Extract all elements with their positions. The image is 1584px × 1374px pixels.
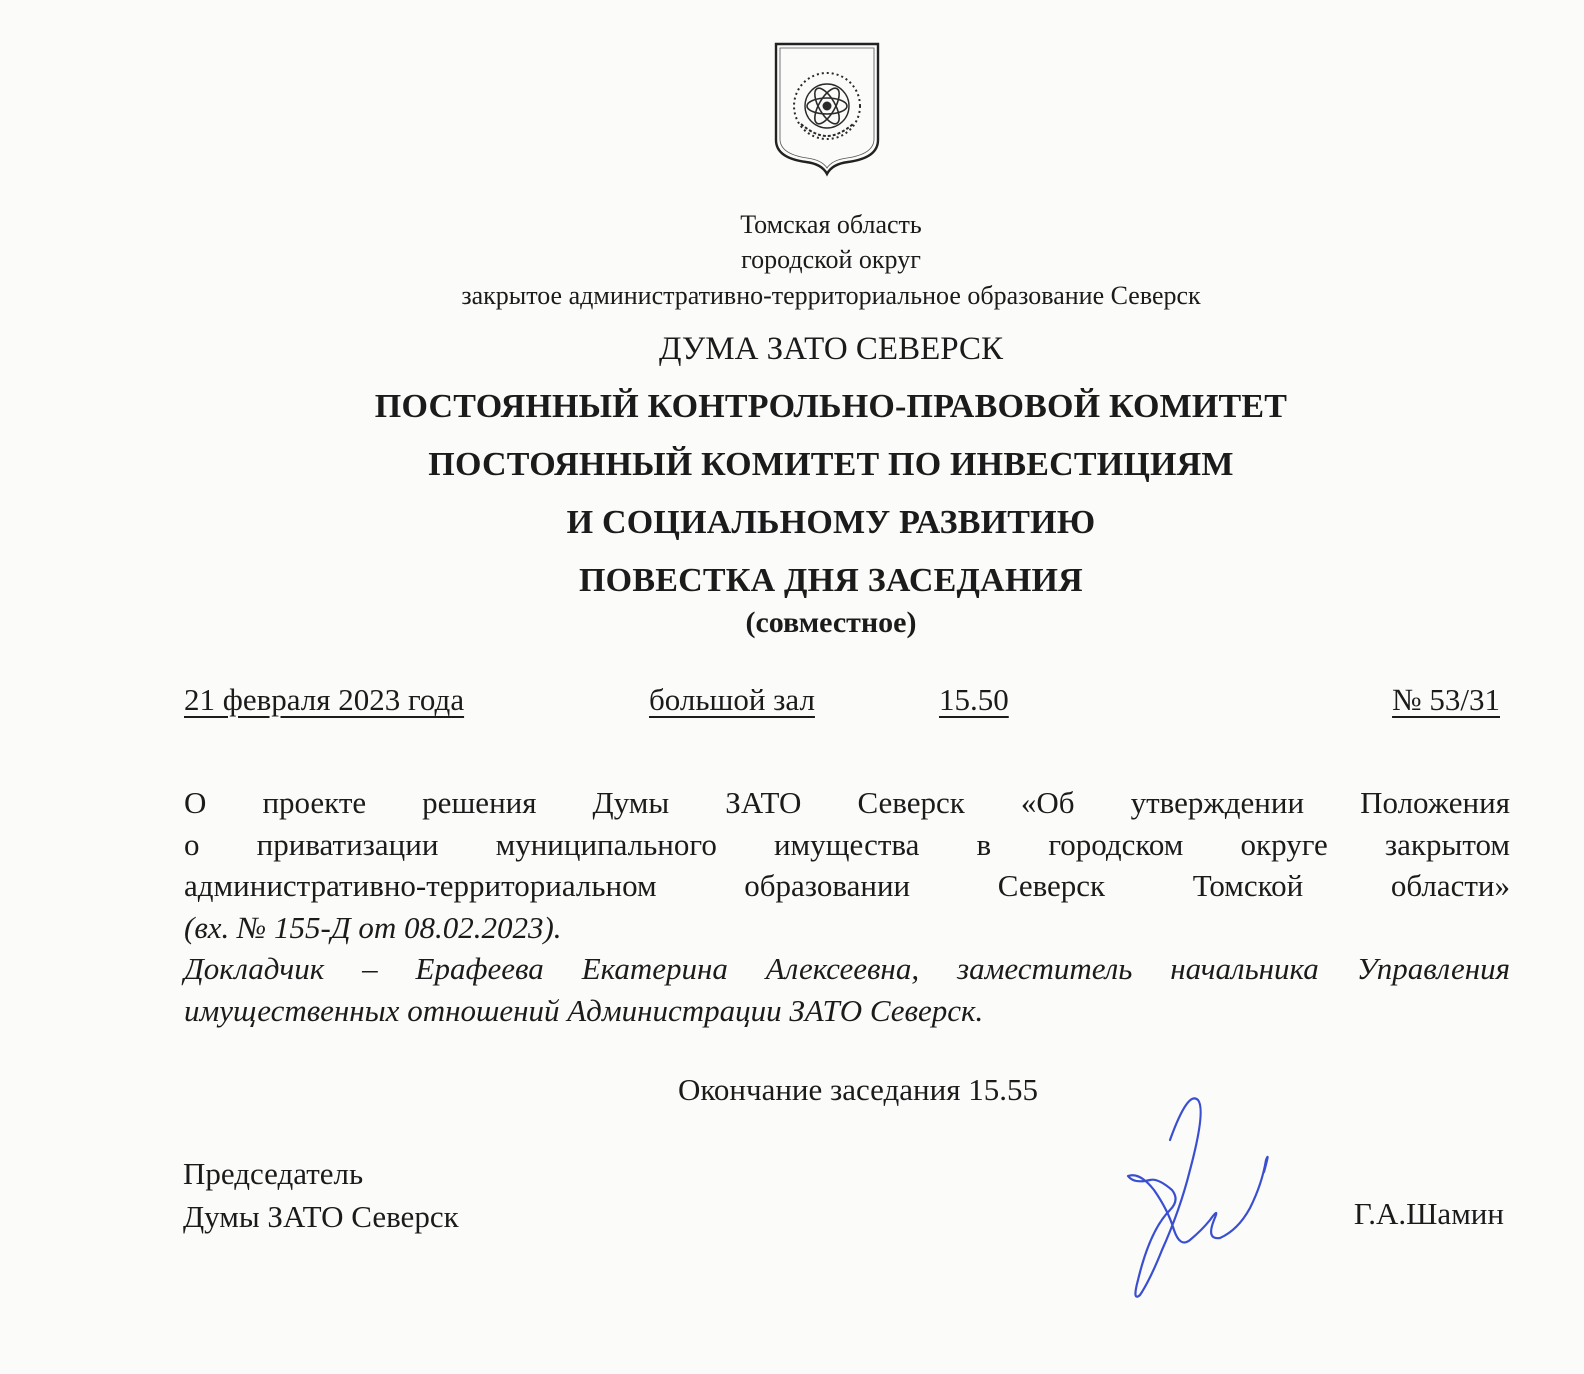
document-title: ПОВЕСТКА ДНЯ ЗАСЕДАНИЯ [579,562,1083,599]
meeting-place: большой зал [649,682,815,717]
entity-line: закрытое административно-территориальное образование Северск [461,281,1201,310]
committee-heading-2a: ПОСТОЯННЫЙ КОМИТЕТ ПО ИНВЕСТИЦИЯМ [428,446,1234,483]
meeting-number: № 53/31 [1392,682,1500,717]
region-line: Томская область [740,210,922,239]
document-subtitle: (совместное) [745,606,917,639]
coat-of-arms-icon [770,40,884,178]
signatory-title [183,1152,459,1238]
signatory-name: Г.А.Шамин [1353,1196,1504,1231]
agenda-line-3: административно-территориальном образовании Северск Томской области» [184,868,1510,903]
signatory-title-line-1: Председатель [183,1156,364,1191]
meeting-date: 21 февраля 2023 года [184,682,465,717]
agenda-speaker-line-2: имущественных отношений Администрации ЗАТО Северск. [184,992,984,1028]
signatory-title-line-2: Думы ЗАТО Северск [183,1199,459,1234]
meeting-time: 15.50 [939,682,1009,717]
agenda-item [184,782,1510,1031]
committee-heading-1: ПОСТОЯННЫЙ КОНТРОЛЬНО-ПРАВОВОЙ КОМИТЕТ [374,388,1288,425]
agenda-speaker-line-1: Докладчик – Ерафеева Екатерина Алексеевна, заместитель начальника Управления [184,951,1510,986]
agenda-incoming-ref: (вх. № 155-Д от 08.02.2023). [184,909,562,945]
agenda-line-1: О проекте решения Думы ЗАТО Северск «Об утверждении Положения [184,785,1510,820]
district-line: городской округ [741,245,921,274]
handwritten-signature [1110,1080,1280,1310]
agenda-line-2: о приватизации муниципального имущества в городском округе закрытом [184,826,1510,862]
committee-heading-2b: И СОЦИАЛЬНОМУ РАЗВИТИЮ [566,504,1096,541]
closing-time: Окончание заседания 15.55 [678,1072,1038,1107]
duma-heading: ДУМА ЗАТО СЕВЕРСК [658,331,1004,367]
